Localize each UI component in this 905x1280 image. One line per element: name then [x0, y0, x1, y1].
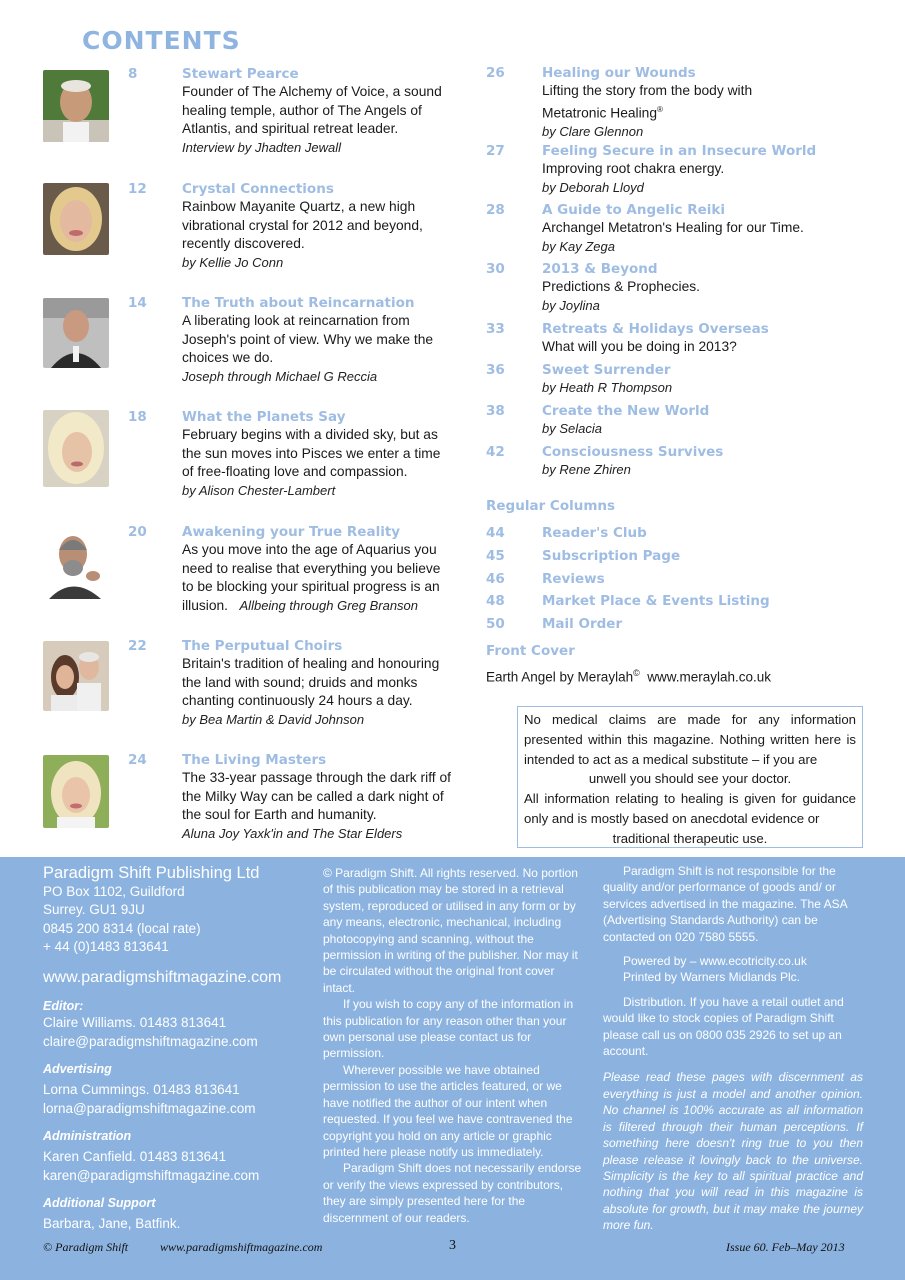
editor-name: Claire Williams. 01483 813641: [43, 1015, 227, 1031]
entry-byline: by Kellie Jo Conn: [182, 254, 284, 270]
regular-column-item[interactable]: [486, 548, 680, 564]
contents-entry[interactable]: [182, 180, 452, 272]
entry-title[interactable]: 2013 & Beyond: [542, 261, 658, 277]
entry-byline: Interview by Jhadten Jewall: [182, 139, 341, 155]
entry-title[interactable]: Create the New World: [542, 403, 710, 419]
entry-byline: by Joylina: [542, 297, 600, 313]
phone-international: + 44 (0)1483 813641: [43, 938, 169, 954]
entry-description: Founder of The Alchemy of Voice, a sound healing temple, author of The Angels of Atlantis, and spiritual retreat leader.: [182, 84, 442, 136]
column-title[interactable]: Subscription Page: [542, 548, 681, 564]
entry-title[interactable]: A Guide to Angelic Reiki: [542, 202, 726, 218]
website-link[interactable]: www.paradigmshiftmagazine.com: [43, 969, 282, 987]
support-names: Barbara, Jane, Batfink.: [43, 1216, 181, 1232]
regular-column-item[interactable]: [486, 593, 770, 609]
advertising-label: Advertising: [43, 1062, 112, 1077]
advertising-email[interactable]: lorna@paradigmshiftmagazine.com: [43, 1100, 256, 1116]
editor-label: Editor:: [43, 999, 84, 1014]
printed-by: Printed by Warners Midlands Plc.: [623, 970, 800, 985]
entry-page-number: 42: [486, 444, 505, 460]
page-number: 3: [449, 1238, 456, 1253]
entry-description: Rainbow Mayanite Quartz, a new high vibrational crystal for 2012 and beyond, recently discovered.: [182, 199, 423, 251]
entry-description: The 33-year passage through the dark riff of the Milky Way can be called a dark night of the soul for Earth and humanity.: [182, 770, 451, 822]
discernment-note: Please read these pages with discernment as everything is just a model and another opinion. No channel is 100% accurate as all information is filtered through their human perceptions. If something here doesn't ring true to you then please release it lovingly back to the universe. Simplicity is the key to all spiritual practice and nothing that you will read in this magazine is absolute for growth, but it may make the journey more fun.: [603, 1070, 863, 1233]
entry-title[interactable]: The Perputual Choirs: [182, 638, 343, 654]
advertising-name: Lorna Cummings. 01483 813641: [43, 1082, 240, 1098]
powered-by: Powered by – www.ecotricity.co.uk: [623, 954, 807, 969]
column-title[interactable]: Reviews: [542, 571, 605, 587]
entry-page-number: 30: [486, 261, 505, 277]
entry-description: [542, 82, 782, 123]
entry-title[interactable]: Crystal Connections: [182, 181, 334, 197]
editor-email[interactable]: claire@paradigmshiftmagazine.com: [43, 1033, 258, 1049]
column-page-number: 44: [486, 525, 505, 541]
company-name: Paradigm Shift Publishing Ltd: [43, 864, 260, 882]
contents-entry[interactable]: [542, 361, 872, 397]
front-cover-credit: [486, 668, 771, 685]
entry-page-number: 38: [486, 403, 505, 419]
disclaimer-text: All information relating to healing is given for guidance only and is mostly based on anecdotal evidence or: [524, 791, 856, 826]
support-label: Additional Support: [43, 1196, 156, 1211]
author-photo-aluna-joy-yaxkin: [43, 755, 109, 828]
entry-title[interactable]: Consciousness Survives: [542, 444, 724, 460]
author-photo-greg-branson: [43, 528, 109, 599]
regular-columns-heading: Regular Columns: [486, 498, 616, 514]
disclaimer-text: No medical claims are made for any information presented within this magazine. Nothing written here is intended to act as a medical substitute – if you are: [524, 712, 856, 767]
entry-description: Britain's tradition of healing and honouring the land with sound; druids and monks chanting continuously 24 hours a day.: [182, 656, 440, 708]
publisher-notes: [603, 863, 863, 1234]
administration-label: Administration: [43, 1129, 132, 1144]
disclaimer-text: unwell you should see your doctor.: [588, 771, 792, 787]
entry-page-number: 8: [128, 66, 138, 82]
contents-entry[interactable]: [542, 64, 872, 141]
publisher-contacts: [43, 863, 308, 1234]
entry-byline: by Rene Zhiren: [542, 462, 631, 477]
entry-page-number: 36: [486, 362, 505, 378]
column-page-number: 48: [486, 593, 505, 609]
footer-website[interactable]: www.paradigmshiftmagazine.com: [160, 1240, 323, 1254]
entry-byline: by Clare Glennon: [542, 123, 644, 139]
entry-title[interactable]: What the Planets Say: [182, 409, 346, 425]
contents-entry[interactable]: [542, 142, 872, 197]
author-photo-kellie-jo-conn: [43, 183, 109, 255]
contents-entry[interactable]: [182, 751, 452, 843]
page-footer-bar: [0, 1240, 905, 1264]
front-cover-text: Earth Angel by Meraylah: [486, 669, 634, 685]
entry-page-number: 22: [128, 638, 147, 654]
entry-title[interactable]: The Living Masters: [182, 752, 327, 768]
contents-entry[interactable]: [182, 637, 452, 729]
entry-description: Archangel Metatron's Healing for our Time.: [542, 220, 804, 235]
entry-page-number: 12: [128, 181, 147, 197]
entry-page-number: 27: [486, 143, 505, 159]
contents-entry[interactable]: [542, 260, 872, 315]
registered-mark: ®: [657, 104, 663, 114]
column-title[interactable]: Mail Order: [542, 616, 623, 632]
distribution-note: Distribution. If you have a retail outlet and would like to stock copies of Paradigm Shift please call us on 0800 035 2926 to set up an account.: [603, 994, 844, 1059]
entry-byline: by Kay Zega: [542, 238, 615, 254]
contents-entry[interactable]: [542, 201, 872, 256]
author-photo-michael-g-reccia: [43, 298, 109, 368]
regular-column-item[interactable]: [486, 616, 622, 632]
contents-entry[interactable]: [542, 443, 872, 479]
copyright-notice: [323, 865, 585, 1226]
column-page-number: 45: [486, 548, 505, 564]
entry-title[interactable]: Sweet Surrender: [542, 362, 671, 378]
entry-description: Predictions & Prophecies.: [542, 279, 700, 294]
contents-entry[interactable]: [182, 523, 452, 615]
footer-copyright: © Paradigm Shift: [43, 1240, 129, 1254]
entry-byline: by Heath R Thompson: [542, 380, 673, 395]
administration-name: Karen Canfield. 01483 813641: [43, 1149, 227, 1165]
entry-page-number: 33: [486, 321, 505, 337]
contents-entry[interactable]: [182, 65, 452, 157]
entry-page-number: 26: [486, 65, 505, 81]
regular-column-item[interactable]: [486, 571, 605, 587]
front-cover-url[interactable]: www.meraylah.co.uk: [647, 669, 772, 685]
column-page-number: 50: [486, 616, 505, 632]
entry-byline: by Selacia: [542, 421, 602, 436]
administration-email[interactable]: karen@paradigmshiftmagazine.com: [43, 1167, 260, 1183]
entry-page-number: 18: [128, 409, 147, 425]
entry-title[interactable]: Feeling Secure in an Insecure World: [542, 143, 817, 159]
entry-title[interactable]: The Truth about Reincarnation: [182, 295, 415, 311]
entry-byline: Allbeing through Greg Branson: [239, 597, 419, 613]
entry-title[interactable]: Awakening your True Reality: [182, 524, 401, 540]
entry-description-text: Lifting the story from the body with Metatronic Healing: [542, 83, 753, 121]
entry-description: What will you be doing in 2013?: [542, 339, 737, 354]
entry-description: [182, 541, 452, 615]
contents-entry[interactable]: [182, 294, 452, 386]
entry-title[interactable]: Retreats & Holidays Overseas: [542, 321, 769, 337]
copyright-paragraph: If you wish to copy any of the information in this publication for any reason other than your own personal use please contact us for permission.: [323, 997, 574, 1061]
entry-description: February begins with a divided sky, but as the sun moves into Pisces we enter a time of free-floating love and compassion.: [182, 427, 441, 479]
address-line: Surrey. GU1 9JU: [43, 902, 145, 918]
copyright-paragraph: Paradigm Shift does not necessarily endorse or verify the views expressed by contributors, they are simply presented here for the discernment of our readers.: [323, 1161, 582, 1225]
publisher-footer: [0, 857, 905, 1280]
regular-column-item[interactable]: [486, 525, 647, 541]
issue-info: Issue 60. Feb–May 2013: [726, 1240, 845, 1254]
entry-byline: by Deborah Lloyd: [542, 179, 644, 195]
medical-disclaimer-box: [517, 706, 863, 848]
entry-page-number: 20: [128, 524, 147, 540]
entry-byline: by Alison Chester-Lambert: [182, 482, 336, 498]
entry-page-number: 28: [486, 202, 505, 218]
author-photo-bea-martin-david-johnson: [43, 641, 109, 711]
front-cover-heading: Front Cover: [486, 643, 575, 659]
column-page-number: 46: [486, 571, 505, 587]
author-photo-alison-chester-lambert: [43, 410, 109, 487]
address-line: PO Box 1102, Guildford: [43, 884, 185, 899]
entry-description: Improving root chakra energy.: [542, 161, 725, 176]
entry-byline: by Bea Martin & David Johnson: [182, 711, 365, 727]
author-photo-stewart-pearce: [43, 70, 109, 142]
entry-title[interactable]: Healing our Wounds: [542, 65, 696, 81]
page-title: CONTENTS: [82, 26, 241, 55]
entry-page-number: 14: [128, 295, 147, 311]
phone-local: 0845 200 8314 (local rate): [43, 920, 201, 936]
copyright-paragraph: Wherever possible we have obtained permission to use the articles featured, or we have notified the author of our intent when requested. If you feel we have contravened the copyright you hold on any article or graphic printed here please notify us immediately.: [323, 1062, 573, 1159]
column-title[interactable]: Reader's Club: [542, 525, 647, 541]
contents-entry[interactable]: [542, 402, 872, 438]
entry-description-text: As you move into the age of Aquarius you need to realise that everything you believe to be blocking your spiritual progress is an illusion.: [182, 542, 441, 613]
notes-paragraph: Paradigm Shift is not responsible for the quality and/or performance of goods and/ or services advertised in the magazine. The ASA (Advertising Standards Authority) can be contacted on 020 7580 5555.: [603, 864, 847, 944]
column-title[interactable]: Market Place & Events Listing: [542, 593, 770, 609]
copyright-paragraph: © Paradigm Shift. All rights reserved. No portion of this publication may be stored in a retrieval system, reproduced or utilised in any form or by any means, electronic, mechanical, including photocopying and scanning, without the permission in writing of the publisher. Nor may it be circulated without the original front cover intact.: [323, 866, 578, 995]
entry-byline: Joseph through Michael G Reccia: [182, 368, 378, 384]
contents-entry[interactable]: [182, 408, 452, 500]
entry-title[interactable]: Stewart Pearce: [182, 66, 299, 82]
entry-byline: Aluna Joy Yaxk'in and The Star Elders: [182, 825, 403, 841]
entry-page-number: 24: [128, 752, 147, 768]
disclaimer-text: traditional therapeutic use.: [612, 830, 768, 846]
contents-entry[interactable]: [542, 320, 872, 357]
copyright-mark: ©: [633, 668, 640, 678]
entry-description: A liberating look at reincarnation from Joseph's point of view. Why we make the choices we do.: [182, 313, 434, 365]
